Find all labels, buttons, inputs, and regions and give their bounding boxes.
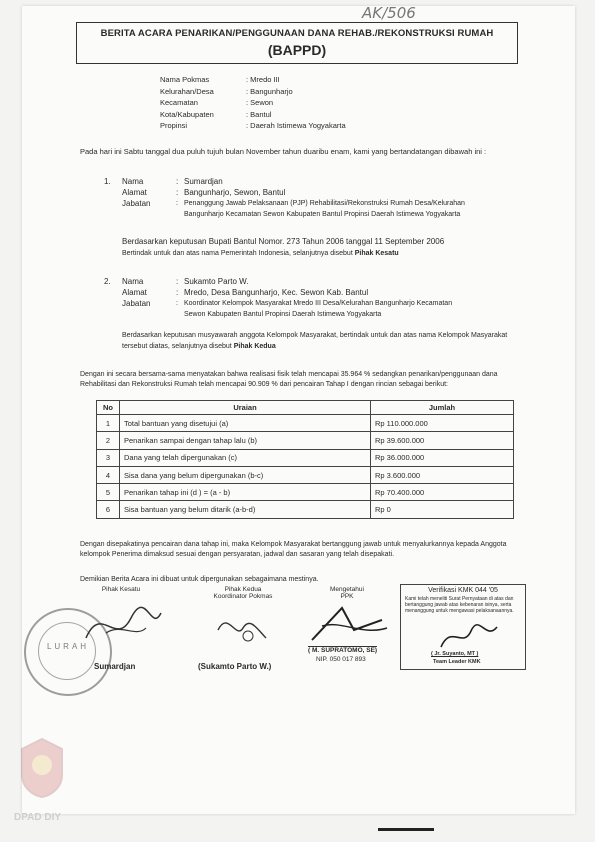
info-value: : Bangunharjo [246, 86, 293, 96]
info-label: Kelurahan/Desa [160, 86, 214, 96]
intro-paragraph: Pada hari ini Sabtu tanggal dua puluh tujuh bulan November tahun duaribu enam, kami yang bertandatangan dibawah ini : [80, 147, 487, 156]
party-one: 1. Nama : Sumardjan Alamat : Bangunharjo, Sewon, Bantul Jabatan : Penanggung Jawab Pelaksanaan (PJP) Rehabilitasi/Rekonstruksi Rumah Desa/Kelurahan Bangunharjo Kecamatan Sewon Kabupaten Bantul Propinsi Daerah Istimewa Yogyakarta [104, 176, 494, 220]
pokmas-info [160, 74, 346, 132]
verification-name: ( Jr. Suyanto, MT ) [431, 651, 479, 657]
header-no: No [97, 401, 120, 415]
name-label: Nama [122, 277, 144, 286]
sig-role: Pihak Kesatu [101, 586, 141, 593]
archive-watermark: DPAD DIY [14, 812, 62, 823]
party-position: Penanggung Jawab Pelaksanaan (PJP) Rehabilitasi/Rekonstruksi Rumah Desa/Kelurahan Bangunharjo Kecamatan Sewon Kabupaten Bantul Propinsi Daerah Istimewa Yogyakarta [184, 200, 465, 218]
row-no: 2 [97, 432, 120, 449]
sig-name: Sumardjan [94, 662, 136, 671]
document-title: BERITA ACARA PENARIKAN/PENGGUNAAN DANA REHAB./REKONSTRUKSI RUMAH [100, 28, 494, 39]
info-row [160, 120, 346, 132]
row-no: 1 [97, 415, 120, 432]
verification-title: Verifikasi KMK 044 '05 [428, 587, 498, 594]
row-no: 3 [97, 449, 120, 466]
party-name: Sukamto Parto W. [184, 277, 249, 286]
sig-role-2: Koordinator Pokmas [213, 593, 273, 600]
position-label: Jabatan [122, 299, 151, 308]
info-value: : Mredo III [246, 75, 280, 84]
signature-scribble [188, 600, 298, 648]
info-row [160, 86, 346, 98]
sig-name: (Sukamto Parto W.) [198, 662, 272, 671]
row-jumlah: Rp 110.000.000 [371, 415, 514, 432]
info-value: : Bantul [246, 109, 272, 119]
row-no: 4 [97, 466, 120, 483]
info-row [160, 97, 346, 109]
sig-role: Pihak Kedua [224, 586, 262, 593]
table-row [97, 432, 514, 449]
party-name: Sumardjan [184, 177, 223, 186]
signature-scribble [292, 600, 402, 644]
row-no: 6 [97, 501, 120, 518]
table-row [97, 449, 514, 466]
info-label: Kota/Kabupaten [160, 109, 214, 119]
sig-role: Mengetahui [330, 586, 364, 593]
scan-artifact-bar [378, 828, 434, 831]
document-abbreviation: (BAPPD) [267, 42, 327, 58]
statement-paragraph: Dengan ini secara bersama-sama menyatakan bahwa realisasi fisik telah mencapai 35.964 % sedangkan penarikan/penggunaan dana Rehabilitasi dan Rekonstruksi Rumah telah mencapai 90.909 % dari pencairan Tahap I dengan rincian sebagai berikut: [80, 371, 498, 388]
row-uraian: Penarikan tahap ini (d ) = (a - b) [120, 484, 371, 501]
address-label: Alamat [122, 188, 147, 197]
stamp-text: LURAH [46, 642, 90, 651]
verification-text: Kami telah meneliti Surat Pernyataan di atas dan bertanggung jawab atas kebenaran isinya, serta menanggung untuk mengawasi pelaksanaannya. [405, 596, 514, 614]
party-number: 2. [104, 277, 111, 286]
party-one-acting [122, 248, 522, 259]
row-jumlah: Rp 39.600.000 [371, 432, 514, 449]
acting-text: Bertindak untuk dan atas nama Pemerintah Indonesia, selanjutnya disebut [122, 250, 353, 257]
row-uraian: Sisa bantuan yang belum ditarik (a-b-d) [120, 501, 371, 518]
closing-statement: Demikian Berita Acara ini dibuat untuk dipergunakan sebagaimana mestinya. [80, 576, 319, 583]
table-row [97, 466, 514, 483]
info-label: Kecamatan [160, 98, 198, 107]
info-label: Nama Pokmas [160, 75, 210, 84]
party-one-designation: Pihak Kesatu [354, 250, 399, 257]
party-two-designation: Pihak Kedua [233, 343, 276, 350]
signature-scribble [401, 619, 521, 651]
header-uraian: Uraian [120, 401, 371, 415]
signature-pihak-kedua [188, 586, 298, 671]
title-box [76, 22, 518, 64]
row-jumlah: Rp 3.600.000 [371, 466, 514, 483]
row-jumlah: Rp 0 [371, 501, 514, 518]
signature-pihak-kesatu [76, 586, 166, 671]
row-no: 5 [97, 484, 120, 501]
party-one-basis: Berdasarkan keputusan Bupati Bantul Nomor. 273 Tahun 2006 tanggal 11 September 2006 [122, 237, 445, 246]
signature-scribble [76, 593, 166, 653]
info-row [160, 74, 346, 86]
party-two-basis [122, 330, 514, 352]
party-position: Koordinator Kelompok Masyarakat Mredo III Desa/Kelurahan Bangunharjo Kecamatan Sewon Kabupaten Bantul Propinsi Daerah Istimewa Yogyakarta [184, 300, 453, 318]
position-label: Jabatan [122, 199, 151, 208]
row-uraian: Penarikan sampai dengan tahap lalu (b) [120, 432, 371, 449]
sig-role-2: PPK [340, 593, 354, 600]
handwritten-reference: AK/506 [362, 4, 416, 22]
info-value: : Daerah Istimewa Yogyakarta [246, 121, 346, 130]
info-label: Propinsi [160, 121, 188, 130]
table-row [97, 484, 514, 501]
header-jumlah: Jumlah [371, 401, 514, 415]
closing-paragraph: Dengan disepakatinya pencairan dana tahap ini, maka Kelompok Masyarakat bertanggung jawab untuk menyalurkannya kepada Anggota kelompok Penerima dimaksud sesuai dengan persyaratan, jadwal dan sasaran yang telah disepakati. [80, 541, 507, 558]
party-two: 2. Nama : Sukamto Parto W. Alamat : Mredo, Desa Bangunharjo, Kec. Sewon Kab. Bantul Jabatan : Koordinator Kelompok Masyarakat Mredo III Desa/Kelurahan Bangunharjo Kecamatan Sewon Kabupaten Bantul Propinsi Daerah Istimewa Yogyakarta [104, 276, 494, 320]
funding-table [96, 400, 514, 519]
row-uraian: Dana yang telah dipergunakan (c) [120, 449, 371, 466]
table-row [97, 501, 514, 518]
address-label: Alamat [122, 288, 147, 297]
verification-role: Team Leader KMK [433, 659, 481, 665]
row-uraian: Total bantuan yang disetujui (a) [120, 415, 371, 432]
signature-mengetahui [292, 586, 402, 663]
info-value: : Sewon [246, 98, 274, 107]
table-row [97, 415, 514, 432]
party-address: Bangunharjo, Sewon, Bantul [184, 188, 286, 197]
name-label: Nama [122, 177, 144, 186]
government-emblem [16, 735, 68, 799]
sig-name: ( M. SUPRATOMO, SE) [308, 647, 378, 654]
table-header-row [97, 401, 514, 415]
row-jumlah: Rp 70.400.000 [371, 484, 514, 501]
row-jumlah: Rp 36.000.000 [371, 449, 514, 466]
party-number: 1. [104, 177, 111, 186]
sig-nip: NIP. 050 017 893 [316, 656, 366, 663]
party-address: Mredo, Desa Bangunharjo, Kec. Sewon Kab. Bantul [184, 288, 369, 297]
verification-box [400, 584, 526, 670]
basis-text: Berdasarkan keputusan musyawarah anggota Kelompok Masyarakat, bertindak untuk dan atas nama Kelompok Masyarakat tersebut diatas, selanjutnya disebut [122, 332, 508, 350]
info-row [160, 109, 346, 121]
row-uraian: Sisa dana yang belum dipergunakan (b-c) [120, 466, 371, 483]
